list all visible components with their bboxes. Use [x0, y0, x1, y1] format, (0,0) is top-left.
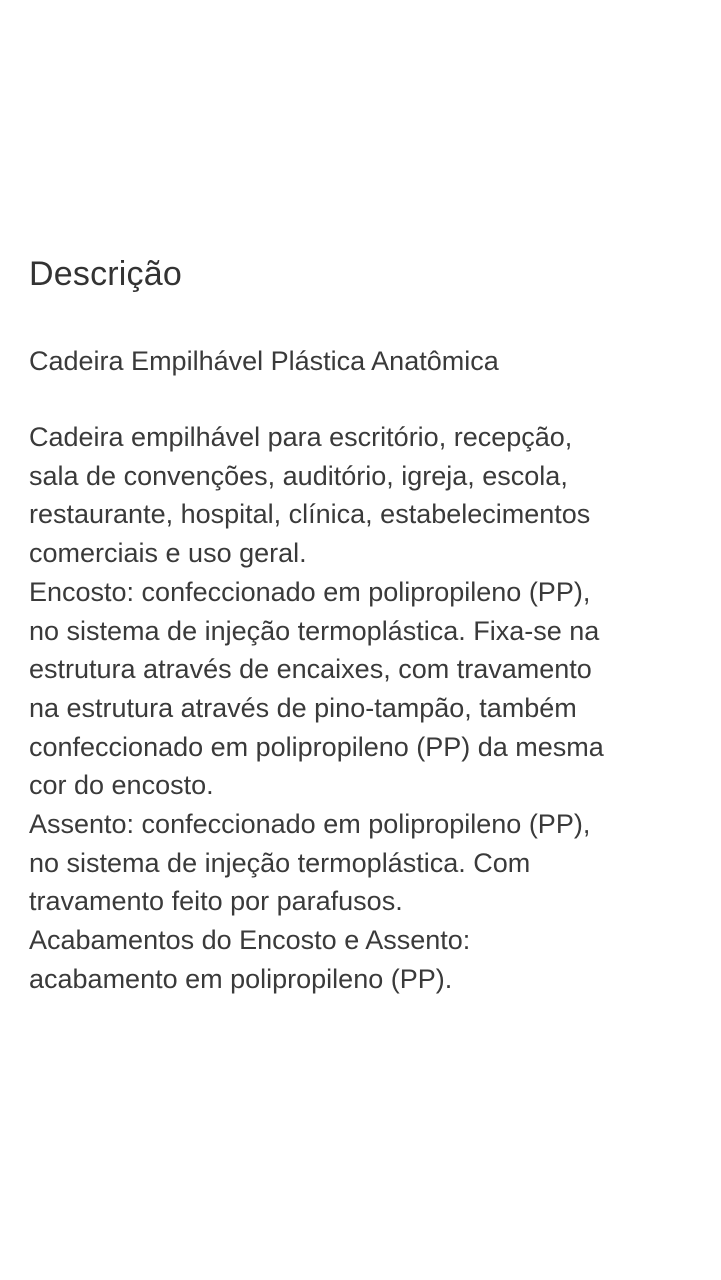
description-line: Cadeira empilhável para escritório, recepção, — [29, 422, 573, 452]
description-line: Assento: confeccionado em polipropileno (PP), — [29, 809, 591, 840]
product-name: Cadeira Empilhável Plástica Anatômica — [29, 346, 499, 376]
description-section — [29, 252, 689, 999]
description-line: no sistema de injeção termoplástica. Fixa-se na — [29, 615, 600, 646]
section-title: Descrição — [29, 255, 182, 293]
description-line: sala de convenções, auditório, igreja, escola, — [29, 460, 568, 491]
description-line: confeccionado em polipropileno (PP) da mesma — [29, 731, 604, 762]
description-body — [29, 418, 689, 999]
description-line: comerciais e uso geral. — [29, 538, 307, 569]
description-line: Acabamentos do Encosto e Assento: — [29, 925, 471, 956]
description-line: travamento feito por parafusos. — [29, 886, 403, 917]
description-line: no sistema de injeção termoplástica. Com — [29, 847, 531, 878]
description-line: estrutura através de encaixes, com travamento — [29, 654, 592, 685]
description-line: na estrutura através de pino-tampão, também — [29, 692, 577, 723]
description-line: Encosto: confeccionado em polipropileno (PP), — [29, 576, 591, 607]
description-line: restaurante, hospital, clínica, estabelecimentos — [29, 499, 591, 530]
description-line: cor do encosto. — [29, 770, 214, 801]
description-line: acabamento em polipropileno (PP). — [29, 963, 453, 994]
